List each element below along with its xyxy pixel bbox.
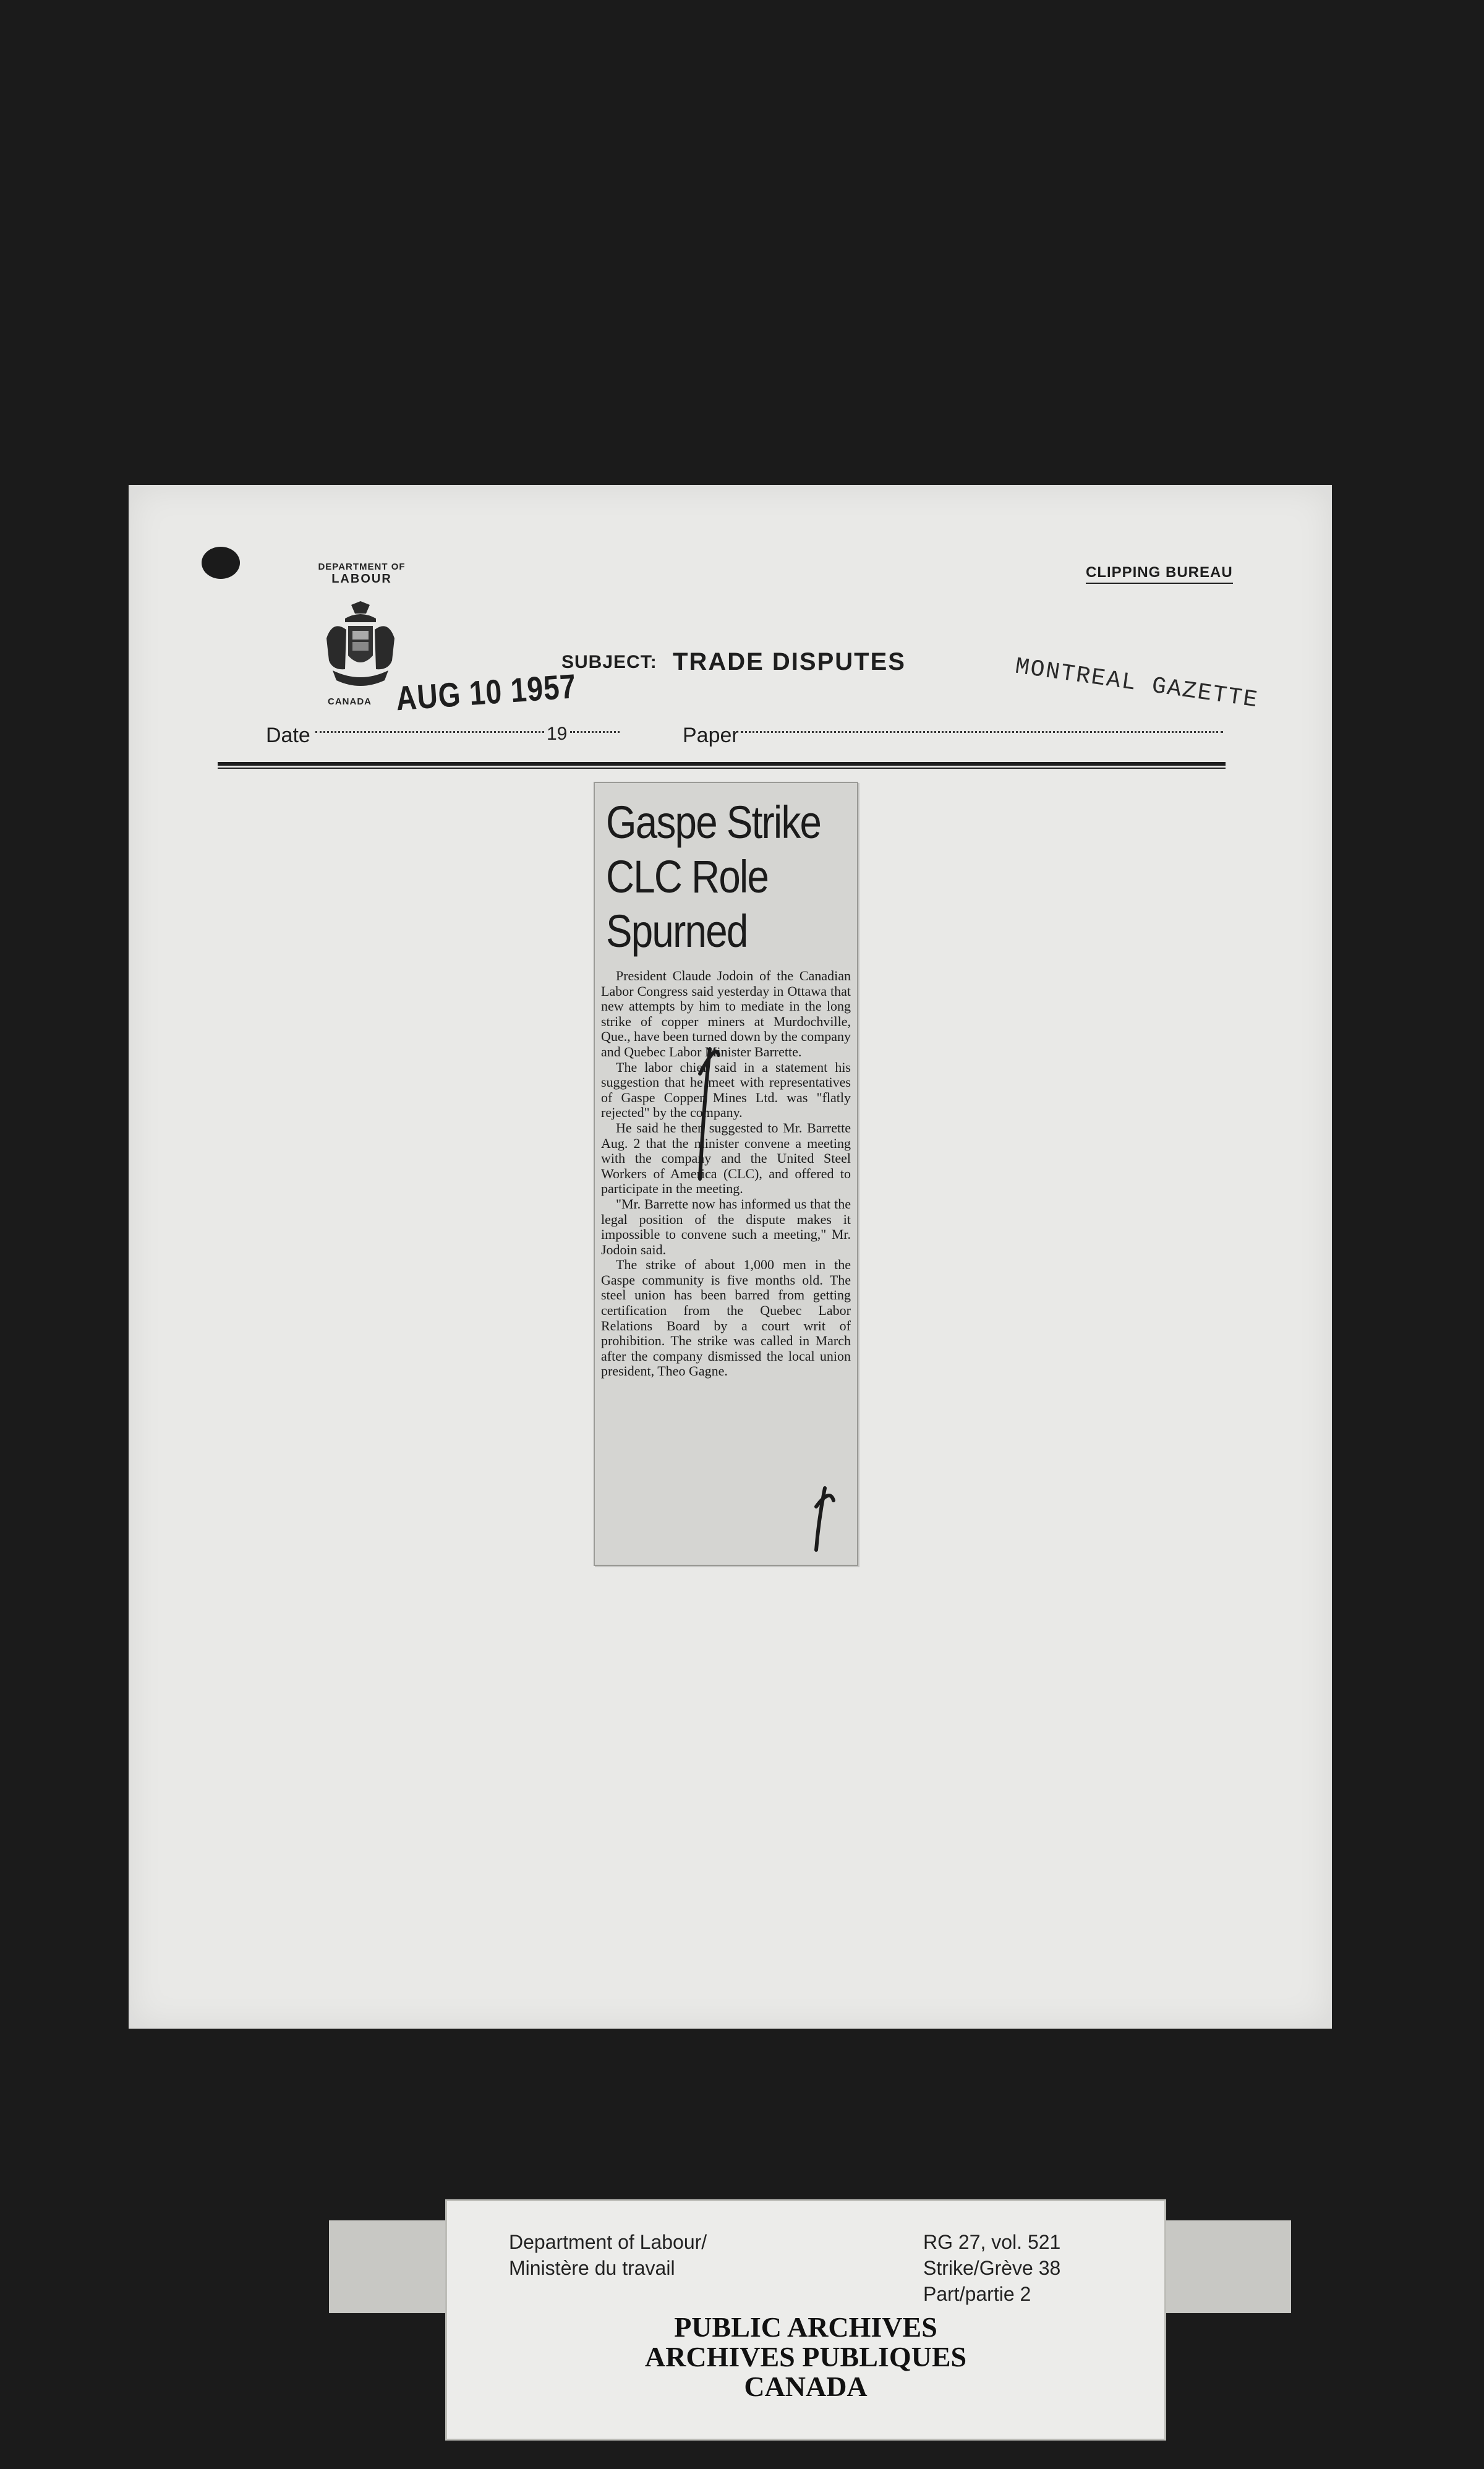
- subject-label: SUBJECT:: [561, 652, 657, 672]
- coat-of-arms-icon: [320, 601, 401, 694]
- archive-label: [445, 2199, 1166, 2441]
- header-rule: [218, 762, 1226, 769]
- clipping-bureau-title: CLIPPING BUREAU: [1086, 564, 1233, 584]
- newspaper-clipping: [594, 782, 858, 1566]
- article-paragraph: "Mr. Barrette now has informed us that the legal position of the dispute makes it impossible to convene such a meeting," Mr. Jodoin said.: [601, 1196, 851, 1257]
- label-archives-title: [447, 2313, 1164, 2402]
- archives-line-3: CANADA: [744, 2371, 868, 2402]
- headline-line-2: CLC Role: [606, 851, 769, 902]
- label-department-fr: Ministère du travail: [509, 2257, 675, 2279]
- year-prefix: 19: [547, 724, 568, 744]
- headline-line-1: Gaspe Strike: [606, 797, 821, 848]
- paper-dotted-line: [741, 731, 1223, 733]
- label-part-number: Part/partie 2: [923, 2283, 1031, 2305]
- article-paragraph: He said he then suggested to Mr. Barrette Aug. 2 that the minister convene a meeting with the company and the United Steel Workers of America (CLC), and offered to participate in the meeting.: [601, 1119, 851, 1197]
- clipping-article: [601, 969, 851, 1379]
- date-stamp: AUG 10 1957: [394, 666, 578, 718]
- archives-line-1: PUBLIC ARCHIVES: [674, 2311, 937, 2343]
- department-header: [303, 562, 420, 586]
- date-label: Date: [266, 724, 310, 747]
- subject-value: TRADE DISPUTES: [673, 648, 906, 675]
- label-department-en: Department of Labour/: [509, 2231, 707, 2253]
- paper-stamp: MONTREAL GAZETTE: [1013, 653, 1260, 714]
- paper-label: Paper: [683, 724, 739, 747]
- article-paragraph: President Claude Jodoin of the Canadian Labor Congress said yesterday in Ottawa that new attempts by him to mediate in the long strike of copper miners at Murdochville, Que., have been turned down by the company and Quebec Labor Minister Barrette.: [601, 968, 851, 1059]
- department-line-2: LABOUR: [331, 572, 392, 586]
- headline-line-3: Spurned: [606, 905, 748, 957]
- archives-line-2: ARCHIVES PUBLIQUES: [644, 2341, 967, 2373]
- clipping-form-sheet: [129, 485, 1332, 2029]
- label-record-group: RG 27, vol. 521: [923, 2231, 1061, 2253]
- department-line-1: DEPARTMENT OF: [318, 562, 406, 572]
- article-paragraph: The strike of about 1,000 men in the Gaspe community is five months old. The steel union has been barred from getting certification from the Quebec Labor Relations Board by a court writ of prohibition. The strike was called in March after the company dismissed the local union president, Theo Gagne.: [601, 1257, 851, 1379]
- punch-hole: [202, 547, 240, 579]
- label-strike-number: Strike/Grève 38: [923, 2257, 1061, 2279]
- country-label: CANADA: [328, 696, 372, 707]
- year-dotted-line: [570, 731, 620, 733]
- clipping-headline: [606, 795, 819, 959]
- article-paragraph: The labor chief said in a statement his suggestion that he meet with representatives of Gaspe Copper Mines Ltd. was "flatly rejected" by the company.: [601, 1059, 851, 1121]
- date-dotted-line: [315, 731, 544, 733]
